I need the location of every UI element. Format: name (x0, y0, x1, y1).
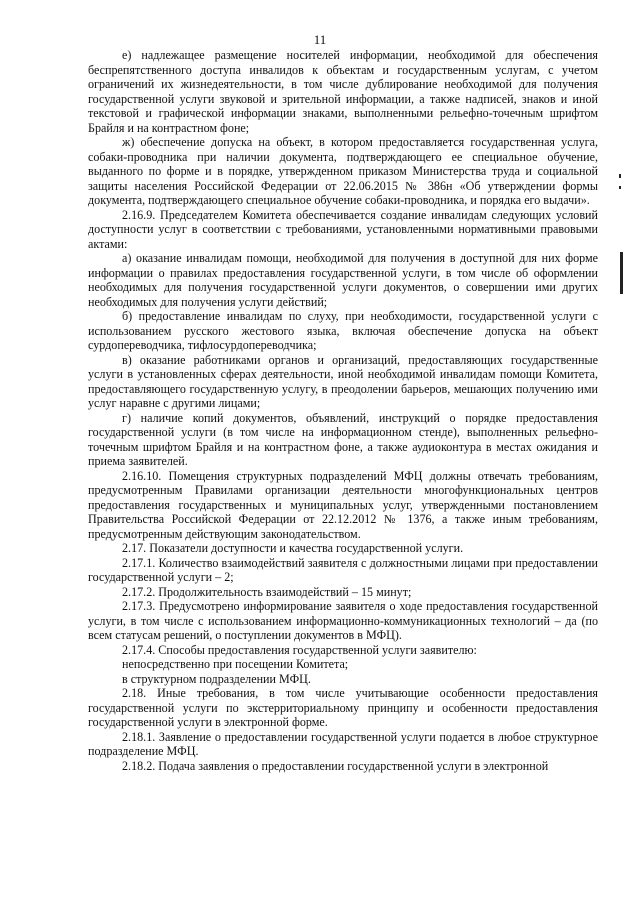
scan-margin-bar (620, 252, 623, 294)
paragraph-2-16-10: 2.16.10. Помещения структурных подразделений МФЦ должны отвечать требованиям, предусмотренным Правилами организации деятельности многофункциональных центров предоставления государственных и муниципальных услуг, утвержденными постановлением Правительства Российской Федерации от 22.12.2012 № 1376, а также иным требованиям, предусмотренным действующим законодательством. (88, 468, 598, 541)
paragraph-a: а) оказание инвалидам помощи, необходимой для получения в доступной для них форме информации о правилах предоставления государственной услуги, в том числе об оформлении необходимых для получения государственной услуги документов, о совершении ими других необходимых для получения услуги действий; (88, 251, 598, 309)
paragraph-b: б) предоставление инвалидам по слуху, при необходимости, государственной услуги с использованием русского жестового языка, включая обеспечение допуска на объект сурдопереводчика, тифлосурдопереводчика; (88, 309, 598, 352)
paragraph-2-18-1: 2.18.1. Заявление о предоставлении государственной услуги подается в любое структурное подразделение МФЦ. (88, 729, 598, 758)
paragraph-2-17-3: 2.17.3. Предусмотрено информирование заявителя о ходе предоставления государственной услуги, в том числе с использованием информационно-коммуникационных технологий – да (по всем статусам решений, о поступлении документов в МФЦ). (88, 599, 598, 642)
scan-margin-mark (619, 186, 621, 189)
paragraph-v: в) оказание работниками органов и организаций, предоставляющих государственные услуги в установленных сферах деятельности, иной необходимой инвалидам помощи Комитета, предоставляющего государственную услугу, в преодолении барьеров, мешающих получению ими услуг наравне с другими лицами; (88, 352, 598, 410)
page-number: 11 (313, 32, 327, 47)
paragraph-e: е) надлежащее размещение носителей информации, необходимой для обеспечения беспрепятственного доступа инвалидов к объектам и государственным услугам, с учетом ограничений их жизнедеятельности, в том числе дублирование необходимой для получения государственной услуги звуковой и зрительной информации, а также надписей, знаков и иной текстовой и графической информации знаками, выполненными рельефно-точечным шрифтом Брайля и на контрастном фоне; (88, 48, 598, 135)
paragraph-g: г) наличие копий документов, объявлений, инструкций о порядке предоставления государственной услуги (в том числе на информационном стенде), выполненных рельефно-точечным шрифтом Брайля и на контрастном фоне, а также аудиоконтура в местах ожидания и приема заявителей. (88, 410, 598, 468)
paragraph-zh: ж) обеспечение допуска на объект, в котором предоставляется государственная услуга, собаки-проводника при наличии документа, подтверждающего ее специальное обучение, выданного по форме и в порядке, утвержденном приказом Министерства труда и социальной защиты населения Российской Федерации от 22.06.2015 № 386н «Об утверждении формы документа, подтверждающего специальное обучение собаки-проводника, и порядка его выдачи». (88, 135, 598, 207)
paragraph-2-17: 2.17. Показатели доступности и качества государственной услуги. (122, 541, 464, 555)
paragraph-2-16-9: 2.16.9. Председателем Комитета обеспечивается создание инвалидам следующих условий доступности услуг в соответствии с требованиями, установленными нормативными правовыми актами: (88, 207, 598, 251)
paragraph-2-18: 2.18. Иные требования, в том числе учитывающие особенности предоставления государственной услуги по экстерриториальному принципу и особенности предоставления государственной услуги в электронной форме. (88, 686, 598, 729)
paragraph-2-18-2: 2.18.2. Подача заявления о предоставлении государственной услуги в электронной (122, 758, 549, 773)
paragraph-2-17-2: 2.17.2. Продолжительность взаимодействий – 15 минут; (122, 584, 412, 599)
paragraph-method-mfc: в структурном подразделении МФЦ. (122, 671, 311, 686)
document-body (88, 48, 598, 773)
scan-margin-mark (619, 174, 621, 178)
paragraph-2-17-1: 2.17.1. Количество взаимодействий заявителя с должностными лицами при предоставлении государственной услуги – 2; (88, 555, 598, 584)
paragraph-2-17-4: 2.17.4. Способы предоставления государственной услуги заявителю: (122, 642, 477, 657)
paragraph-method-committee: непосредственно при посещении Комитета; (122, 657, 349, 671)
